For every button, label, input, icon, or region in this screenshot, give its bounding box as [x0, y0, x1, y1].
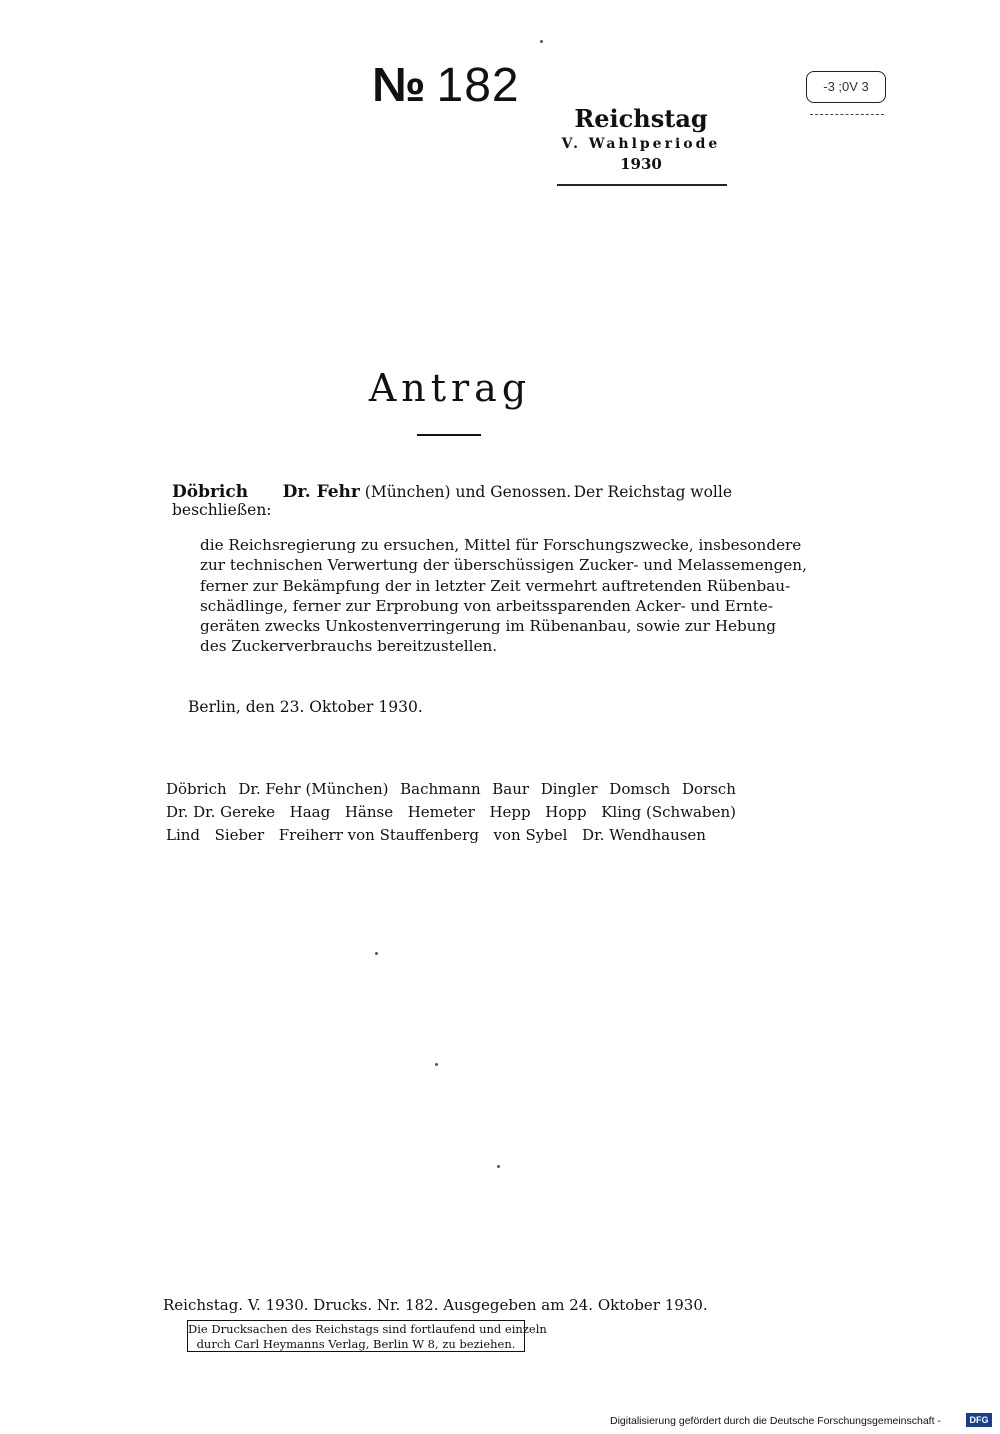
document-number	[372, 58, 520, 114]
signatories	[166, 778, 736, 847]
header-rule	[557, 184, 727, 186]
signatory-row	[166, 824, 706, 847]
mover-name-2: Dr. Fehr	[282, 482, 360, 502]
body-line: schädlinge, ferner zur Erprobung von arbeitssparenden Acker- und Ernte-	[200, 596, 774, 615]
body-line: ferner zur Bekämpfung der in letzter Zeit vermehrt auftretenden Rübenbau-	[200, 576, 791, 595]
signatory: Lind	[166, 826, 201, 844]
print-info-line: Reichstag. V. 1930. Drucks. Nr. 182. Ausgegeben am 24. Oktober 1930.	[163, 1296, 708, 1314]
body-line: des Zuckerverbrauchs bereitzustellen.	[200, 637, 498, 656]
number-value: 182	[436, 59, 520, 112]
intro-text-b: Der Reichstag wolle	[573, 483, 732, 501]
signatory: Sieber	[214, 826, 265, 844]
signatory: Haag	[289, 803, 331, 821]
signatory: Kling (Schwaben)	[601, 803, 736, 821]
reichstag-title: Reichstag	[574, 104, 708, 133]
motion-intro	[172, 483, 732, 519]
page-title: Antrag	[368, 366, 532, 410]
publisher-notice-line: durch Carl Heymanns Verlag, Berlin W 8, zu beziehen.	[196, 1337, 516, 1351]
election-period: V. Wahlperiode	[561, 136, 721, 152]
intro-line-1	[172, 483, 732, 501]
publisher-notice-box	[187, 1320, 547, 1352]
signatory: Dr. Dr. Gereke	[166, 803, 276, 821]
body-line: zur technischen Verwertung der überschüssigen Zucker- und Melassemengen,	[200, 556, 807, 575]
received-stamp: -3 ;0V 3	[806, 71, 886, 103]
signatory: Dorsch	[681, 780, 736, 798]
signatory: Domsch	[609, 780, 671, 798]
body-line: die Reichsregierung zu ersuchen, Mittel für Forschungszwecke, insbesondere	[200, 536, 802, 554]
signatory-row	[166, 778, 736, 801]
signatory: Dr. Fehr (München)	[238, 780, 389, 798]
motion-body	[200, 535, 807, 657]
scan-speck	[375, 952, 378, 955]
signatory: Hopp	[545, 803, 587, 821]
signatory: Hepp	[489, 803, 531, 821]
signatory: Dr. Wendhausen	[582, 826, 706, 844]
intro-text-a: (München) und Genossen.	[364, 483, 572, 501]
signatory: von Sybel	[493, 826, 568, 844]
number-sign: №	[372, 59, 427, 112]
signatory: Hänse	[344, 803, 394, 821]
reichstag-header-block	[555, 104, 727, 174]
signatory: Döbrich	[166, 780, 227, 798]
signatory-row	[166, 801, 736, 824]
stamp-dashed-line	[810, 114, 884, 115]
title-rule	[417, 434, 481, 436]
signatory: Baur	[492, 780, 530, 798]
scan-speck	[497, 1165, 500, 1168]
mover-name-1: Döbrich	[172, 482, 249, 502]
header-year: 1930	[620, 155, 662, 173]
dfg-logo: DFG	[966, 1413, 992, 1427]
digitization-credit: Digitalisierung gefördert durch die Deutsche Forschungsgemeinschaft -	[610, 1415, 941, 1427]
date-line: Berlin, den 23. Oktober 1930.	[188, 698, 423, 716]
signatory: Dingler	[540, 780, 598, 798]
scan-speck	[540, 40, 543, 43]
signatory: Bachmann	[400, 780, 481, 798]
body-line: geräten zwecks Unkostenverringerung im Rübenanbau, sowie zur Hebung	[200, 617, 777, 636]
signatory: Hemeter	[407, 803, 475, 821]
signatory: Freiherr von Stauffenberg	[278, 826, 479, 844]
scan-speck	[435, 1063, 438, 1066]
intro-line-2: beschließen:	[172, 501, 272, 519]
publisher-notice-line: Die Drucksachen des Reichstags sind fortlaufend und einzeln	[188, 1322, 547, 1336]
